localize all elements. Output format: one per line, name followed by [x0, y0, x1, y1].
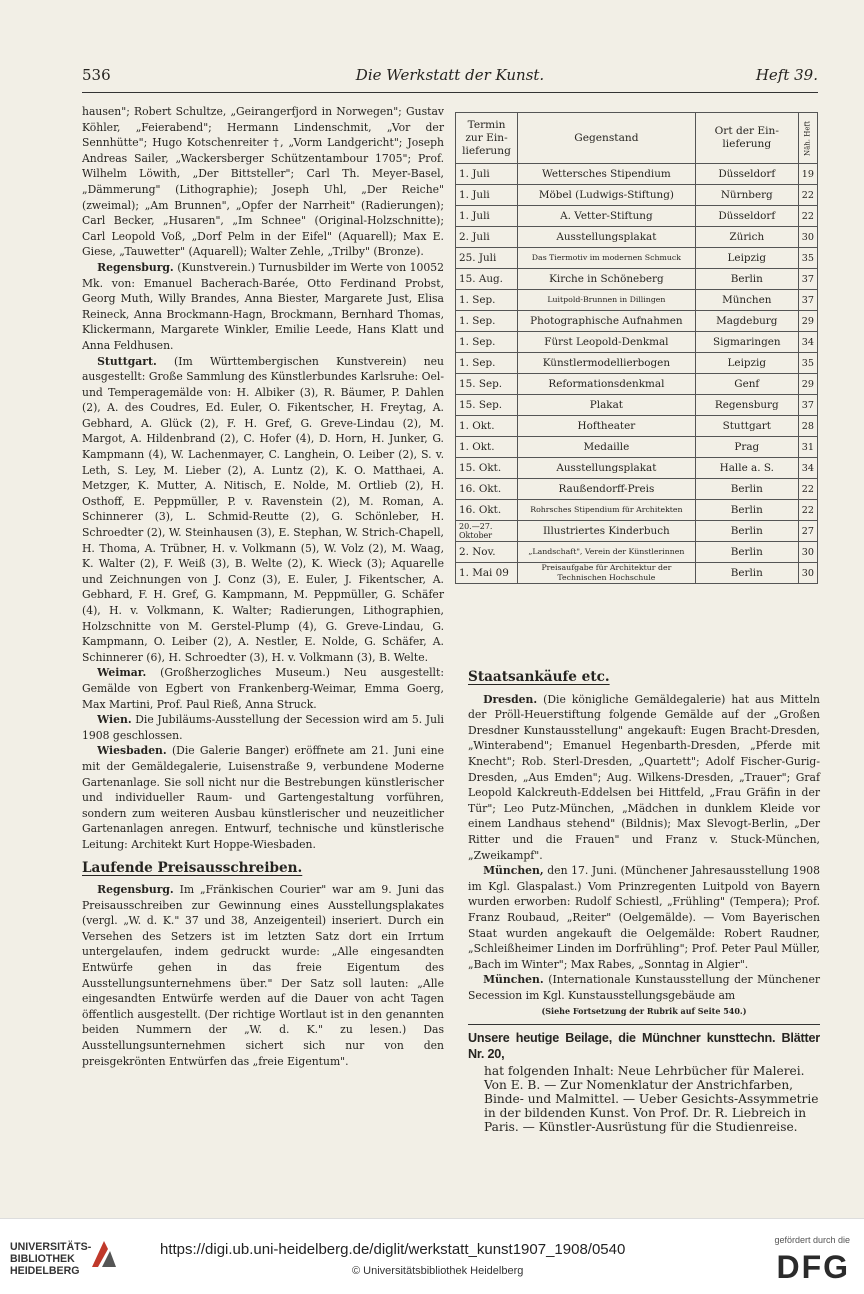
left-column — [82, 104, 444, 1069]
cell-gegenstand: Ausstellungsplakat — [518, 458, 696, 479]
cell-ort: Düsseldorf — [695, 164, 798, 185]
cell-ort: Prag — [695, 437, 798, 458]
cell-termin: 15. Aug. — [456, 269, 518, 290]
cell-termin: 1. Sep. — [456, 332, 518, 353]
cell-ort: Halle a. S. — [695, 458, 798, 479]
table-header-row — [456, 113, 818, 164]
table-row — [456, 269, 818, 290]
cell-ort: Berlin — [695, 542, 798, 563]
table-row — [456, 479, 818, 500]
cell-heft: 27 — [798, 521, 817, 542]
cell-termin: 16. Okt. — [456, 500, 518, 521]
beilage-heading: Unsere heutige Beilage, die Münchner kunsttechn. Blätter Nr. 20, — [468, 1031, 820, 1061]
cell-heft: 22 — [798, 479, 817, 500]
table-row — [456, 395, 818, 416]
cell-heft: 37 — [798, 395, 817, 416]
cell-heft: 31 — [798, 437, 817, 458]
continuation-note: (Siehe Fortsetzung der Rubrik auf Seite 540.) — [541, 1006, 747, 1017]
cell-termin: 1. Juli — [456, 206, 518, 227]
section-heading-staatsankaeufe: Staatsankäufe etc. — [468, 669, 610, 685]
cell-gegenstand: Medaille — [518, 437, 696, 458]
cell-termin: 15. Sep. — [456, 395, 518, 416]
cell-heft: 35 — [798, 353, 817, 374]
table-row — [456, 353, 818, 374]
cell-termin: 2. Juli — [456, 227, 518, 248]
cell-termin: 15. Sep. — [456, 374, 518, 395]
table-row — [456, 290, 818, 311]
library-seal-icon — [88, 1237, 120, 1271]
cell-gegenstand: Luitpold-Brunnen in Dillingen — [518, 290, 696, 311]
cell-heft: 19 — [798, 164, 817, 185]
cell-heft: 30 — [798, 542, 817, 563]
issue-number: Heft 39. — [755, 66, 818, 84]
cell-gegenstand: A. Vetter-Stiftung — [518, 206, 696, 227]
paragraph-weimar: Weimar. (Großherzogliches Museum.) Neu ausgestellt: Gemälde von Egbert von Frankenberg-Weimar, Emma Goerg, Max Martini, Prof. Paul Rieß, Anna Struck. — [82, 666, 444, 711]
cell-ort: Berlin — [695, 563, 798, 584]
cell-gegenstand: Hoftheater — [518, 416, 696, 437]
cell-termin: 1. Sep. — [456, 353, 518, 374]
table-row — [456, 248, 818, 269]
divider — [468, 1024, 820, 1025]
table-row — [456, 164, 818, 185]
paragraph-regensburg: Regensburg. (Kunstverein.) Turnusbilder im Werte von 10052 Mk. von: Emanuel Bacherach-Barée, Otto Ferdinand Probst, Georg Muth, Willy Brandes, Anna Biester, Margarete Just, Elisa Reineck, Anna Brockmann-Hagn, Brockmann, Bernhard Thomas, Klickermann, Margarete Winkler, Emilie Leede, Hans Klatt und Anna Feldhusen. — [82, 260, 444, 352]
cell-ort: Regensburg — [695, 395, 798, 416]
cell-heft: 22 — [798, 500, 817, 521]
table-row — [456, 374, 818, 395]
paragraph-stuttgart: Stuttgart. (Im Württembergischen Kunstverein) neu ausgestellt: Große Sammlung des Künstlerbundes Karlsruhe: Oel- und Temperagemälde von: H. Albiker (3), R. Bäumer, P. Dahlen (2), A. des Coudres, Ed. Euler, O. Fikentscher, H. Freytag, A. Gebhard, A. Glück (2), F. H. Gref, G. Greve-Lindau (2), M. Margot, A. Hildenbrand (2), C. Hofer (4), D. Horn, H. Junker, G. Kampmann (4), W. Lachenmayer, C. Langhein, O. Leiber (2), S. v. Leth, S. Ley, M. Lieber (2), A. Luntz (2), K. O. Matthaei, A. Metzger, K. Mutter, A. Nitisch, E. Nolde, M. Ortlieb (2), H. Osthoff, E. Peppmüller, P. v. Ravenstein (2), M. Roman, A. Schinnerer (3), L. Schmid-Reutte (2), G. Schönleber, H. Schroedter (2), W. Steinhausen (3), E. Stephan, W. Strich-Chapell, H. Thoma, A. Trübner, H. v. Volkmann (5), W. Volz (2), M. Waag, K. Walter (2), F. Weiß (3), B. Welte (2), K. Wieck (3); Aquarelle und Zeichnungen von J. Conz (3), E. Euler, J. Fikentscher, A. Gebhard, F. H. Gref, G. Kampmann, M. Peppmüller, G. Schäfer (4), H. v. Volkmann, K. Walter; Radierungen, Lithographien, Holzschnitte von M. Gerstel-Plump (4), G. Greve-Lindau, G. Kampmann, O. Leiber (2), A. Nestler, E. Nolde, G. Schäfer, A. Schinnerer (6), H. Schroedter (3), H. v. Volkmann (3), B. Welte. — [82, 354, 445, 664]
table-row — [456, 332, 818, 353]
paragraph-continuation: hausen"; Robert Schultze, „Geirangerfjord in Norwegen"; Gustav Köhler, „Feierabend"; Hermann Lindenschmit, „Vor der Sennhütte"; Hugo Kotschenreiter †, „Vorm Landgericht"; Joseph Andreas Sailer, „Wackersberger Schützentambour 1705"; Prof. Wilhelm Löwith, „Der Bittsteller"; Carl Th. Meyer-Basel, „Dämmerung" (Lithographie); Joseph Uhl, „Der Reiche" (zweimal); „Am Brunnen", „Opfer der Narrheit" (Radierungen); Carl Becker, „Husaren", „Im Schnee" (Original-Holzschnitte); Carl Leopold Voß, „Dorf Pelm in der Eifel" (Aquarell); Max E. Giese, „Tauwetter" (Aquarell); Walter Zehle, „Trilby" (Bronze). — [82, 105, 444, 259]
table-row — [456, 521, 818, 542]
running-header — [82, 64, 818, 93]
cell-ort: Berlin — [695, 479, 798, 500]
table-row — [456, 563, 818, 584]
table-row — [456, 311, 818, 332]
cell-gegenstand: Reformationsdenkmal — [518, 374, 696, 395]
header-gegenstand: Gegenstand — [518, 113, 696, 164]
cell-termin: 1. Okt. — [456, 437, 518, 458]
cell-gegenstand: Rohrsches Stipendium für Architekten — [518, 500, 696, 521]
cell-gegenstand: Kirche in Schöneberg — [518, 269, 696, 290]
cell-gegenstand: Illustriertes Kinderbuch — [518, 521, 696, 542]
cell-heft: 30 — [798, 227, 817, 248]
table-row — [456, 542, 818, 563]
table-row — [456, 206, 818, 227]
cell-termin: 20.—27. Oktober — [456, 521, 518, 542]
paragraph-muenchen-jahresausstellung: München, den 17. Juni. (Münchener Jahresausstellung 1908 im Kgl. Glaspalast.) Vom Prinzregenten Luitpold von Bayern wurden erworben: Rudolf Schiestl, „Frühling" (Tempera); Prof. Franz Roubaud, „Reiter" (Oelgemälde). — Vom Bayerischen Staat wurden angekauft die Oelgemälde: Robert Raudner, „Schleißheimer Linden im Dorfrühling"; Prof. Peter Paul Müller, „Bach im Winter"; Max Rabes, „Sonntag in Algier". — [468, 864, 820, 971]
cell-ort: Berlin — [695, 500, 798, 521]
cell-termin: 15. Okt. — [456, 458, 518, 479]
cell-gegenstand: Wettersches Stipendium — [518, 164, 696, 185]
paragraph-wien: Wien. Die Jubiläums-Ausstellung der Secession wird am 5. Juli 1908 geschlossen. — [82, 713, 444, 742]
cell-heft: 22 — [798, 206, 817, 227]
beilage-contents: hat folgenden Inhalt: Neue Lehrbücher für Malerei. Von E. B. — Zur Nomenklatur der Anstrichfarben, Binde- und Malmittel. — Ueber Gesichts-Assymmetrie in der bildenden Kunst. Von Prof. Dr. R. Liebreich in Paris. — Künstler-Ausrüstung für die Studienreise. — [484, 1064, 819, 1135]
cell-gegenstand: Preisaufgabe für Architektur der Technischen Hochschule — [518, 563, 696, 584]
cell-ort: München — [695, 290, 798, 311]
cell-gegenstand: Plakat — [518, 395, 696, 416]
cell-ort: Sigmaringen — [695, 332, 798, 353]
paragraph-wiesbaden: Wiesbaden. (Die Galerie Banger) eröffnete am 21. Juni eine mit der Gemäldegalerie, Luisenstraße 9, verbundene Moderne Gartenanlage. Sie soll nicht nur die Bestrebungen künstlerischer und individueller Raum- und Gartengestaltung vorführen, sondern zum weiteren Ausbau künstlerischer und neuzeitlicher Gartenanlagen anregen. Entwurf, technische und künstlerische Leitung: Architekt Kurt Hoppe-Wiesbaden. — [82, 744, 444, 851]
header-ort: Ort der Ein-lieferung — [695, 113, 798, 164]
section-heading-preisausschreiben: Laufende Preisausschreiben. — [82, 859, 303, 876]
page-number: 536 — [82, 66, 111, 84]
cell-gegenstand: Photographische Aufnahmen — [518, 311, 696, 332]
competition-deadline-table — [455, 112, 818, 584]
cell-ort: Zürich — [695, 227, 798, 248]
paragraph-muenchen-secession: München. (Internationale Kunstausstellung der Münchener Secession im Kgl. Kunstausstellungsgebäude am — [468, 973, 820, 1002]
permalink-url[interactable]: https://digi.ub.uni-heidelberg.de/diglit/werkstatt_kunst1907_1908/0540 — [160, 1241, 626, 1258]
cell-heft: 37 — [798, 269, 817, 290]
right-column — [468, 670, 820, 1134]
cell-heft: 34 — [798, 458, 817, 479]
cell-termin: 1. Okt. — [456, 416, 518, 437]
cell-termin: 16. Okt. — [456, 479, 518, 500]
table-row — [456, 437, 818, 458]
cell-heft: 37 — [798, 290, 817, 311]
cell-ort: Berlin — [695, 269, 798, 290]
cell-gegenstand: Ausstellungsplakat — [518, 227, 696, 248]
cell-termin: 25. Juli — [456, 248, 518, 269]
table-row — [456, 500, 818, 521]
library-logo-text: UNIVERSITÄTS- BIBLIOTHEK HEIDELBERG — [10, 1241, 92, 1277]
cell-heft: 28 — [798, 416, 817, 437]
cell-heft: 29 — [798, 311, 817, 332]
cell-ort: Nürnberg — [695, 185, 798, 206]
header-termin: Termin zur Ein-lieferung — [456, 113, 518, 164]
cell-termin: 1. Mai 09 — [456, 563, 518, 584]
cell-heft: 35 — [798, 248, 817, 269]
cell-termin: 1. Juli — [456, 185, 518, 206]
cell-gegenstand: Möbel (Ludwigs-Stiftung) — [518, 185, 696, 206]
paragraph-dresden: Dresden. (Die königliche Gemäldegalerie) hat aus Mitteln der Pröll-Heuerstiftung folgende Gemälde auf der „Großen Dresdner Kunstausstellung" angekauft: Eugen Bracht-Dresden, „Winterabend"; Emanuel Hegenbarth-Dresden, „Pferde mit Knecht"; Rob. Sterl-Dresden, „Quartett"; Adolf Fischer-Gurig-Dresden, „Aus Emden"; Aug. Wilkens-Dresden, „Trauer"; Graf Leopold Kalckreuth-Eddelsen bei Hittfeld, „Frau Gräfin in der Tür"; Leo Putz-München, „Mädchen in dunklem Kleide vor einem Landhaus stehend" (Bildnis); Max Slevogt-Berlin, „Der Ritter und die Frauen" und Franz v. Stuck-München, „Zweikampf". — [468, 692, 820, 862]
table-row — [456, 458, 818, 479]
cell-gegenstand: Das Tiermotiv im modernen Schmuck — [518, 248, 696, 269]
dfg-logo: DFG — [776, 1249, 850, 1285]
copyright-notice: © Universitätsbibliothek Heidelberg — [352, 1265, 524, 1277]
journal-title: Die Werkstatt der Kunst. — [355, 66, 545, 84]
cell-termin: 1. Sep. — [456, 290, 518, 311]
cell-ort: Stuttgart — [695, 416, 798, 437]
header-heft: Näh. Heft — [798, 113, 817, 164]
cell-gegenstand: Fürst Leopold-Denkmal — [518, 332, 696, 353]
paragraph-regensburg-prize: Regensburg. Im „Fränkischen Courier" war am 9. Juni das Preisausschreiben zur Gewinnung eines Ausstellungsplakates (vergl. „W. d. K." 37 und 38, Anzeigenteil) inseriert. Durch ein Versehen des Setzers ist im letzten Satz dort ein Irrtum untergelaufen, indem gedruckt wurde: „Alle eingesandten Entwürfe gehen in das freie Eigentum des Ausstellungsunternehmens über." Der Satz soll lauten: „Alle eingesandten Entwürfe werden auf die Dauer von acht Tagen öffentlich ausgestellt. (Der richtige Wortlaut ist in den genannten beiden Nummern der „W. d. K." zu lesen.) Das Ausstellungsunternehmen sichert sich nur von den preisgekrönten Entwürfen das „freie Eigentum". — [82, 883, 444, 1068]
cell-gegenstand: Künstlermodellierbogen — [518, 353, 696, 374]
cell-termin: 2. Nov. — [456, 542, 518, 563]
cell-ort: Magdeburg — [695, 311, 798, 332]
table-row — [456, 227, 818, 248]
funding-caption: gefördert durch die — [774, 1235, 850, 1245]
cell-gegenstand: Raußendorff-Preis — [518, 479, 696, 500]
cell-ort: Leipzig — [695, 248, 798, 269]
cell-heft: 34 — [798, 332, 817, 353]
cell-heft: 30 — [798, 563, 817, 584]
cell-ort: Leipzig — [695, 353, 798, 374]
cell-ort: Berlin — [695, 521, 798, 542]
cell-heft: 22 — [798, 185, 817, 206]
table-row — [456, 416, 818, 437]
cell-ort: Genf — [695, 374, 798, 395]
table-row — [456, 185, 818, 206]
cell-heft: 29 — [798, 374, 817, 395]
viewer-footer — [0, 1218, 864, 1294]
cell-termin: 1. Sep. — [456, 311, 518, 332]
cell-ort: Düsseldorf — [695, 206, 798, 227]
cell-gegenstand: „Landschaft", Verein der Künstlerinnen — [518, 542, 696, 563]
cell-termin: 1. Juli — [456, 164, 518, 185]
